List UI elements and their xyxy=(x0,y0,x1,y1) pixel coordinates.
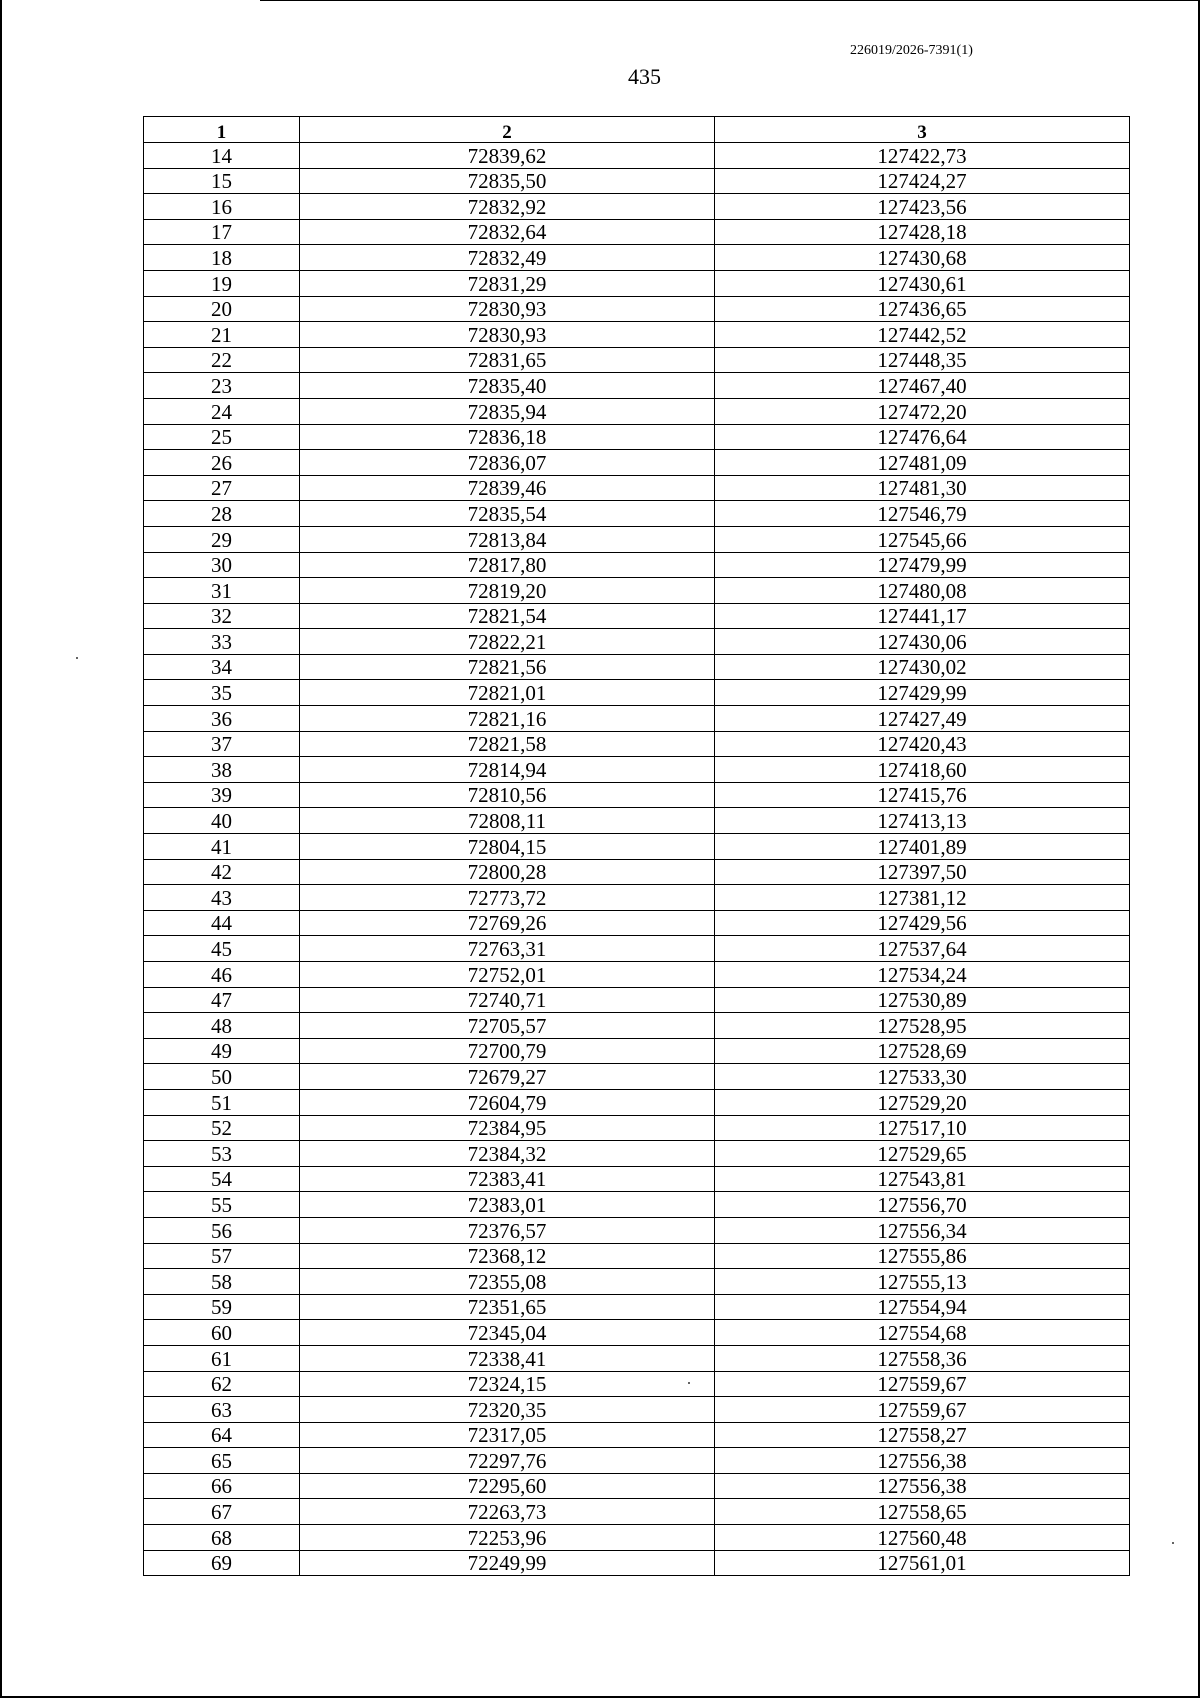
point-number-cell: 21 xyxy=(144,322,300,348)
x-coordinate-cell: 72368,12 xyxy=(300,1243,715,1269)
point-number-cell: 28 xyxy=(144,501,300,527)
point-number-cell: 55 xyxy=(144,1192,300,1218)
point-number-cell: 16 xyxy=(144,194,300,220)
table-row xyxy=(144,1243,1130,1269)
x-coordinate-cell: 72295,60 xyxy=(300,1473,715,1499)
y-coordinate-cell: 127427,49 xyxy=(715,706,1130,732)
table-row xyxy=(144,373,1130,399)
point-number-cell: 68 xyxy=(144,1525,300,1551)
point-number-cell: 40 xyxy=(144,808,300,834)
table-row xyxy=(144,526,1130,552)
table-row xyxy=(144,424,1130,450)
y-coordinate-cell: 127545,66 xyxy=(715,526,1130,552)
x-coordinate-cell: 72773,72 xyxy=(300,885,715,911)
x-coordinate-cell: 72832,49 xyxy=(300,245,715,271)
table-row xyxy=(144,322,1130,348)
x-coordinate-cell: 72835,40 xyxy=(300,373,715,399)
table-body xyxy=(144,143,1130,1576)
x-coordinate-cell: 72831,65 xyxy=(300,347,715,373)
table-row xyxy=(144,245,1130,271)
y-coordinate-cell: 127556,70 xyxy=(715,1192,1130,1218)
x-coordinate-cell: 72324,15 xyxy=(300,1371,715,1397)
point-number-cell: 62 xyxy=(144,1371,300,1397)
x-coordinate-cell: 72835,54 xyxy=(300,501,715,527)
column-header-1: 1 xyxy=(144,117,300,143)
x-coordinate-cell: 72821,01 xyxy=(300,680,715,706)
point-number-cell: 44 xyxy=(144,910,300,936)
y-coordinate-cell: 127381,12 xyxy=(715,885,1130,911)
point-number-cell: 15 xyxy=(144,168,300,194)
x-coordinate-cell: 72769,26 xyxy=(300,910,715,936)
table-row xyxy=(144,1371,1130,1397)
x-coordinate-cell: 72679,27 xyxy=(300,1064,715,1090)
table-row xyxy=(144,1217,1130,1243)
point-number-cell: 24 xyxy=(144,398,300,424)
point-number-cell: 51 xyxy=(144,1089,300,1115)
x-coordinate-cell: 72814,94 xyxy=(300,757,715,783)
table-header-row xyxy=(144,117,1130,143)
point-number-cell: 61 xyxy=(144,1345,300,1371)
y-coordinate-cell: 127481,09 xyxy=(715,450,1130,476)
y-coordinate-cell: 127413,13 xyxy=(715,808,1130,834)
point-number-cell: 14 xyxy=(144,143,300,169)
point-number-cell: 64 xyxy=(144,1422,300,1448)
table-row xyxy=(144,194,1130,220)
table-row xyxy=(144,1345,1130,1371)
y-coordinate-cell: 127559,67 xyxy=(715,1371,1130,1397)
x-coordinate-cell: 72804,15 xyxy=(300,834,715,860)
table-row xyxy=(144,1038,1130,1064)
y-coordinate-cell: 127424,27 xyxy=(715,168,1130,194)
x-coordinate-cell: 72835,50 xyxy=(300,168,715,194)
point-number-cell: 52 xyxy=(144,1115,300,1141)
table-row xyxy=(144,1192,1130,1218)
table-row xyxy=(144,1397,1130,1423)
y-coordinate-cell: 127442,52 xyxy=(715,322,1130,348)
table-row xyxy=(144,629,1130,655)
x-coordinate-cell: 72821,58 xyxy=(300,731,715,757)
table-row xyxy=(144,885,1130,911)
point-number-cell: 19 xyxy=(144,270,300,296)
table-row xyxy=(144,987,1130,1013)
scan-speck xyxy=(1172,1542,1174,1544)
x-coordinate-cell: 72830,93 xyxy=(300,296,715,322)
x-coordinate-cell: 72808,11 xyxy=(300,808,715,834)
table-row xyxy=(144,936,1130,962)
x-coordinate-cell: 72836,07 xyxy=(300,450,715,476)
table-row xyxy=(144,859,1130,885)
point-number-cell: 33 xyxy=(144,629,300,655)
y-coordinate-cell: 127401,89 xyxy=(715,834,1130,860)
y-coordinate-cell: 127481,30 xyxy=(715,475,1130,501)
scan-speck xyxy=(688,1382,690,1384)
x-coordinate-cell: 72351,65 xyxy=(300,1294,715,1320)
table-row xyxy=(144,1525,1130,1551)
y-coordinate-cell: 127448,35 xyxy=(715,347,1130,373)
table-row xyxy=(144,143,1130,169)
y-coordinate-cell: 127428,18 xyxy=(715,219,1130,245)
x-coordinate-cell: 72836,18 xyxy=(300,424,715,450)
x-coordinate-cell: 72700,79 xyxy=(300,1038,715,1064)
y-coordinate-cell: 127420,43 xyxy=(715,731,1130,757)
point-number-cell: 58 xyxy=(144,1269,300,1295)
point-number-cell: 36 xyxy=(144,706,300,732)
y-coordinate-cell: 127554,68 xyxy=(715,1320,1130,1346)
table-row xyxy=(144,680,1130,706)
document-id: 226019/2026-7391(1) xyxy=(850,43,973,58)
point-number-cell: 37 xyxy=(144,731,300,757)
point-number-cell: 65 xyxy=(144,1448,300,1474)
table-row xyxy=(144,1448,1130,1474)
table-row xyxy=(144,962,1130,988)
table-row xyxy=(144,1550,1130,1576)
x-coordinate-cell: 72813,84 xyxy=(300,526,715,552)
point-number-cell: 38 xyxy=(144,757,300,783)
point-number-cell: 25 xyxy=(144,424,300,450)
x-coordinate-cell: 72345,04 xyxy=(300,1320,715,1346)
table-row xyxy=(144,834,1130,860)
x-coordinate-cell: 72822,21 xyxy=(300,629,715,655)
table-row xyxy=(144,603,1130,629)
y-coordinate-cell: 127546,79 xyxy=(715,501,1130,527)
x-coordinate-cell: 72810,56 xyxy=(300,782,715,808)
point-number-cell: 27 xyxy=(144,475,300,501)
x-coordinate-cell: 72819,20 xyxy=(300,578,715,604)
x-coordinate-cell: 72821,16 xyxy=(300,706,715,732)
point-number-cell: 26 xyxy=(144,450,300,476)
y-coordinate-cell: 127422,73 xyxy=(715,143,1130,169)
table-row xyxy=(144,578,1130,604)
x-coordinate-cell: 72383,01 xyxy=(300,1192,715,1218)
x-coordinate-cell: 72832,92 xyxy=(300,194,715,220)
y-coordinate-cell: 127429,99 xyxy=(715,680,1130,706)
x-coordinate-cell: 72832,64 xyxy=(300,219,715,245)
point-number-cell: 48 xyxy=(144,1013,300,1039)
x-coordinate-cell: 72835,94 xyxy=(300,398,715,424)
x-coordinate-cell: 72297,76 xyxy=(300,1448,715,1474)
y-coordinate-cell: 127560,48 xyxy=(715,1525,1130,1551)
table-row xyxy=(144,1013,1130,1039)
table-row xyxy=(144,1269,1130,1295)
y-coordinate-cell: 127558,36 xyxy=(715,1345,1130,1371)
point-number-cell: 20 xyxy=(144,296,300,322)
x-coordinate-cell: 72705,57 xyxy=(300,1013,715,1039)
point-number-cell: 56 xyxy=(144,1217,300,1243)
point-number-cell: 39 xyxy=(144,782,300,808)
y-coordinate-cell: 127430,61 xyxy=(715,270,1130,296)
table-row xyxy=(144,398,1130,424)
point-number-cell: 57 xyxy=(144,1243,300,1269)
point-number-cell: 49 xyxy=(144,1038,300,1064)
point-number-cell: 50 xyxy=(144,1064,300,1090)
table-row xyxy=(144,1499,1130,1525)
y-coordinate-cell: 127537,64 xyxy=(715,936,1130,962)
point-number-cell: 32 xyxy=(144,603,300,629)
x-coordinate-cell: 72253,96 xyxy=(300,1525,715,1551)
table-row xyxy=(144,808,1130,834)
x-coordinate-cell: 72384,95 xyxy=(300,1115,715,1141)
x-coordinate-cell: 72800,28 xyxy=(300,859,715,885)
point-number-cell: 53 xyxy=(144,1141,300,1167)
y-coordinate-cell: 127430,68 xyxy=(715,245,1130,271)
point-number-cell: 23 xyxy=(144,373,300,399)
table-row xyxy=(144,1089,1130,1115)
column-header-2: 2 xyxy=(300,117,715,143)
scan-speck xyxy=(76,657,78,659)
y-coordinate-cell: 127554,94 xyxy=(715,1294,1130,1320)
x-coordinate-cell: 72839,62 xyxy=(300,143,715,169)
point-number-cell: 41 xyxy=(144,834,300,860)
y-coordinate-cell: 127558,27 xyxy=(715,1422,1130,1448)
y-coordinate-cell: 127533,30 xyxy=(715,1064,1130,1090)
y-coordinate-cell: 127472,20 xyxy=(715,398,1130,424)
x-coordinate-cell: 72317,05 xyxy=(300,1422,715,1448)
y-coordinate-cell: 127436,65 xyxy=(715,296,1130,322)
y-coordinate-cell: 127561,01 xyxy=(715,1550,1130,1576)
x-coordinate-cell: 72817,80 xyxy=(300,552,715,578)
y-coordinate-cell: 127429,56 xyxy=(715,910,1130,936)
point-number-cell: 35 xyxy=(144,680,300,706)
point-number-cell: 67 xyxy=(144,1499,300,1525)
y-coordinate-cell: 127556,34 xyxy=(715,1217,1130,1243)
y-coordinate-cell: 127556,38 xyxy=(715,1448,1130,1474)
point-number-cell: 47 xyxy=(144,987,300,1013)
point-number-cell: 46 xyxy=(144,962,300,988)
y-coordinate-cell: 127415,76 xyxy=(715,782,1130,808)
y-coordinate-cell: 127558,65 xyxy=(715,1499,1130,1525)
y-coordinate-cell: 127529,65 xyxy=(715,1141,1130,1167)
y-coordinate-cell: 127530,89 xyxy=(715,987,1130,1013)
point-number-cell: 63 xyxy=(144,1397,300,1423)
x-coordinate-cell: 72383,41 xyxy=(300,1166,715,1192)
table-row xyxy=(144,757,1130,783)
x-coordinate-cell: 72320,35 xyxy=(300,1397,715,1423)
y-coordinate-cell: 127467,40 xyxy=(715,373,1130,399)
point-number-cell: 18 xyxy=(144,245,300,271)
y-coordinate-cell: 127418,60 xyxy=(715,757,1130,783)
table-row xyxy=(144,910,1130,936)
table-row xyxy=(144,347,1130,373)
table-row xyxy=(144,654,1130,680)
table-row xyxy=(144,270,1130,296)
y-coordinate-cell: 127559,67 xyxy=(715,1397,1130,1423)
table-row xyxy=(144,1115,1130,1141)
y-coordinate-cell: 127534,24 xyxy=(715,962,1130,988)
point-number-cell: 45 xyxy=(144,936,300,962)
point-number-cell: 59 xyxy=(144,1294,300,1320)
point-number-cell: 43 xyxy=(144,885,300,911)
y-coordinate-cell: 127528,69 xyxy=(715,1038,1130,1064)
x-coordinate-cell: 72604,79 xyxy=(300,1089,715,1115)
table-row xyxy=(144,552,1130,578)
x-coordinate-cell: 72752,01 xyxy=(300,962,715,988)
x-coordinate-cell: 72830,93 xyxy=(300,322,715,348)
y-coordinate-cell: 127555,86 xyxy=(715,1243,1130,1269)
x-coordinate-cell: 72740,71 xyxy=(300,987,715,1013)
y-coordinate-cell: 127430,06 xyxy=(715,629,1130,655)
table-row xyxy=(144,731,1130,757)
top-rule xyxy=(260,0,1200,1)
table-row xyxy=(144,1166,1130,1192)
page-number: 435 xyxy=(628,64,661,89)
table-row xyxy=(144,296,1130,322)
y-coordinate-cell: 127556,38 xyxy=(715,1473,1130,1499)
point-number-cell: 60 xyxy=(144,1320,300,1346)
y-coordinate-cell: 127528,95 xyxy=(715,1013,1130,1039)
point-number-cell: 66 xyxy=(144,1473,300,1499)
point-number-cell: 30 xyxy=(144,552,300,578)
x-coordinate-cell: 72376,57 xyxy=(300,1217,715,1243)
table-row xyxy=(144,1064,1130,1090)
y-coordinate-cell: 127476,64 xyxy=(715,424,1130,450)
y-coordinate-cell: 127397,50 xyxy=(715,859,1130,885)
x-coordinate-cell: 72384,32 xyxy=(300,1141,715,1167)
y-coordinate-cell: 127480,08 xyxy=(715,578,1130,604)
point-number-cell: 29 xyxy=(144,526,300,552)
x-coordinate-cell: 72355,08 xyxy=(300,1269,715,1295)
table-row xyxy=(144,475,1130,501)
table-row xyxy=(144,1141,1130,1167)
point-number-cell: 31 xyxy=(144,578,300,604)
point-number-cell: 69 xyxy=(144,1550,300,1576)
point-number-cell: 17 xyxy=(144,219,300,245)
table-row xyxy=(144,450,1130,476)
point-number-cell: 22 xyxy=(144,347,300,373)
y-coordinate-cell: 127430,02 xyxy=(715,654,1130,680)
table-row xyxy=(144,501,1130,527)
table-row xyxy=(144,782,1130,808)
y-coordinate-cell: 127529,20 xyxy=(715,1089,1130,1115)
table-row xyxy=(144,706,1130,732)
point-number-cell: 54 xyxy=(144,1166,300,1192)
table-row xyxy=(144,1320,1130,1346)
y-coordinate-cell: 127423,56 xyxy=(715,194,1130,220)
point-number-cell: 34 xyxy=(144,654,300,680)
x-coordinate-cell: 72763,31 xyxy=(300,936,715,962)
y-coordinate-cell: 127517,10 xyxy=(715,1115,1130,1141)
x-coordinate-cell: 72831,29 xyxy=(300,270,715,296)
table-row xyxy=(144,1294,1130,1320)
x-coordinate-cell: 72821,54 xyxy=(300,603,715,629)
x-coordinate-cell: 72821,56 xyxy=(300,654,715,680)
table-row xyxy=(144,1422,1130,1448)
x-coordinate-cell: 72249,99 xyxy=(300,1550,715,1576)
point-number-cell: 42 xyxy=(144,859,300,885)
table-row xyxy=(144,219,1130,245)
x-coordinate-cell: 72338,41 xyxy=(300,1345,715,1371)
x-coordinate-cell: 72839,46 xyxy=(300,475,715,501)
column-header-3: 3 xyxy=(715,117,1130,143)
coordinates-table xyxy=(143,116,1130,1576)
y-coordinate-cell: 127479,99 xyxy=(715,552,1130,578)
table-row xyxy=(144,168,1130,194)
y-coordinate-cell: 127543,81 xyxy=(715,1166,1130,1192)
y-coordinate-cell: 127441,17 xyxy=(715,603,1130,629)
y-coordinate-cell: 127555,13 xyxy=(715,1269,1130,1295)
x-coordinate-cell: 72263,73 xyxy=(300,1499,715,1525)
table-row xyxy=(144,1473,1130,1499)
